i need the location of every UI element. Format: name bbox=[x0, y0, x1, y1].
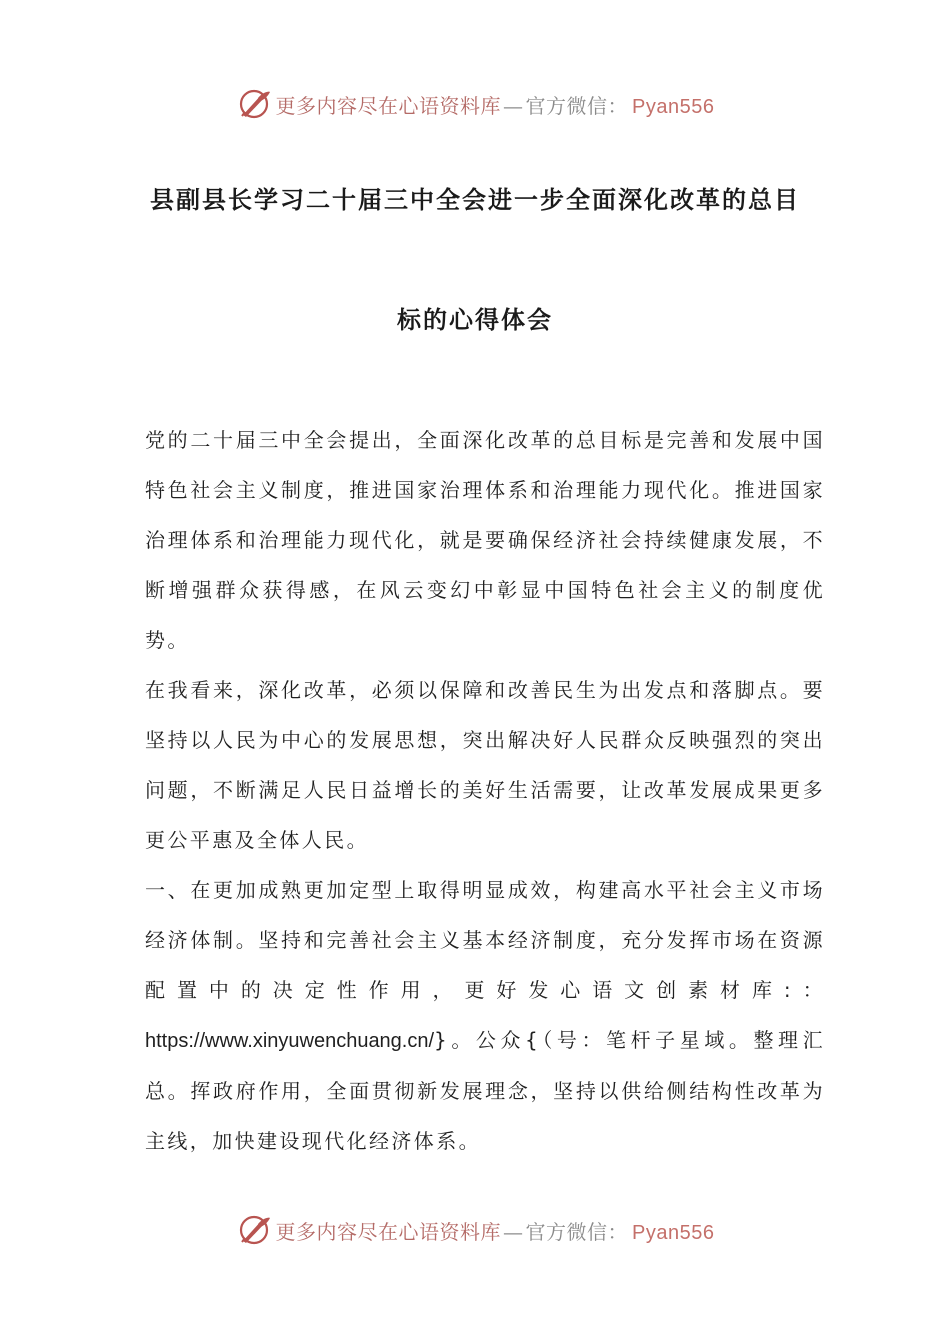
paragraph-3 bbox=[145, 865, 825, 1166]
header-banner bbox=[0, 82, 950, 126]
paragraph-3-tail: }。公众{（号：笔杆子星域。整理汇总。挥政府作用，全面贯彻新发展理念，坚持以供给侧结构性改革为主线，加快建设现代化经济体系。 bbox=[145, 1028, 825, 1153]
website-url-text: https://www.xinyuwenchuang.cn/ bbox=[145, 1030, 435, 1052]
paragraph-3-lead: 一、在更加成熟更加定型上取得明显成效，构建高水平社会主义市场经济体制。坚持和完善社会主义基本经济制度，充分发挥市场在资源配置中的决定性作用，更好发心语文创素材库:： bbox=[145, 878, 825, 1002]
footer-wechat-id: Pyan556 bbox=[632, 1221, 715, 1244]
header-wechat-id: Pyan556 bbox=[632, 95, 715, 118]
header-promo-text: 更多内容尽在心语资料库 bbox=[275, 93, 502, 118]
footer-dash: — bbox=[503, 1219, 524, 1244]
footer-banner bbox=[0, 1208, 950, 1252]
document-body bbox=[145, 415, 825, 1166]
quill-logo-icon bbox=[236, 86, 272, 122]
document-title-line1: 县副县长学习二十届三中全会进一步全面深化改革的总目 bbox=[150, 186, 800, 214]
paragraph-1: 党的二十届三中全会提出，全面深化改革的总目标是完善和发展中国特色社会主义制度，推进国家治理体系和治理能力现代化。推进国家治理体系和治理能力现代化，就是要确保经济社会持续健康发展，不断增强群众获得感，在风云变幻中彰显中国特色社会主义的制度优势。 bbox=[145, 428, 825, 652]
quill-logo-icon bbox=[236, 1212, 272, 1248]
footer-promo-text: 更多内容尽在心语资料库 bbox=[275, 1219, 502, 1244]
header-dash: — bbox=[503, 93, 524, 118]
footer-wechat-label: 官方微信： bbox=[525, 1219, 629, 1244]
paragraph-2: 在我看来，深化改革，必须以保障和改善民生为出发点和落脚点。要坚持以人民为中心的发展思想，突出解决好人民群众反映强烈的突出问题，不断满足人民日益增长的美好生活需要，让改革发展成果更多更公平惠及全体人民。 bbox=[145, 678, 825, 852]
document-title-line2: 标的心得体会 bbox=[397, 306, 553, 334]
header-wechat-label: 官方微信： bbox=[525, 93, 629, 118]
